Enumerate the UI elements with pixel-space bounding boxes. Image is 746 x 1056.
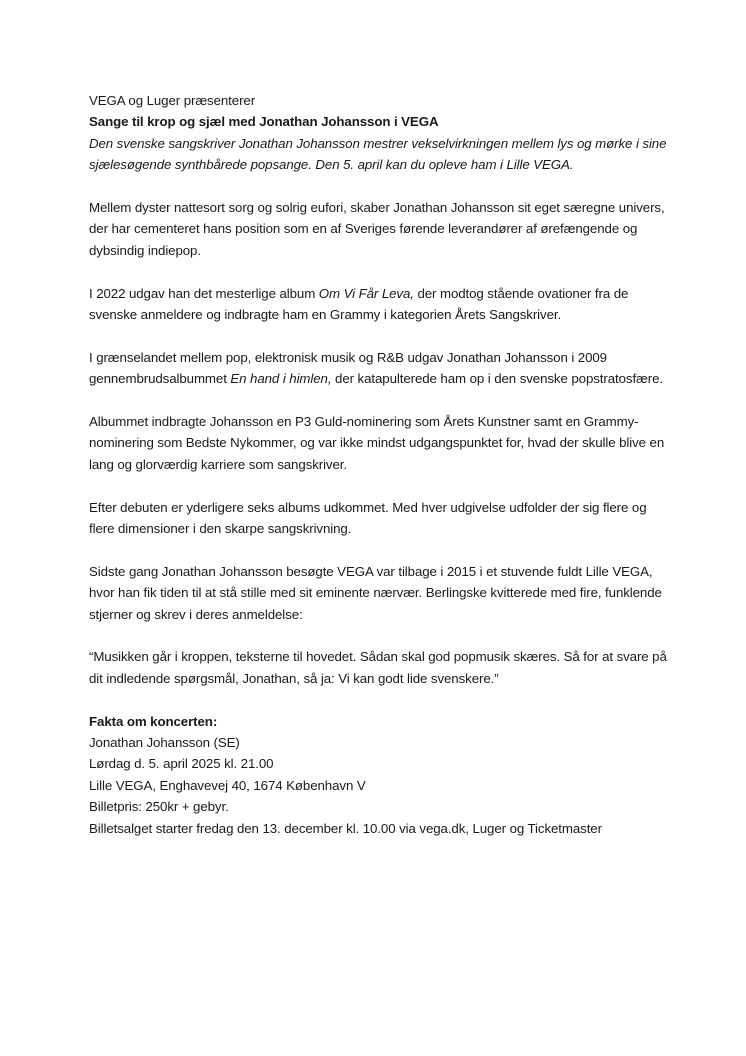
paragraph-2-text-a: I 2022 udgav han det mesterlige album [89, 285, 319, 301]
review-quote: “Musikken går i kroppen, teksterne til hovedet. Sådan skal god popmusik skæres. Så for at svare på dit indledende spørgsmål, Jonathan, så ja: Vi kan godt lide svenskere.” [89, 649, 667, 686]
paragraph-3-text-b: der katapulterede ham op i den svenske popstratosfære. [331, 371, 663, 387]
lead-paragraph: Den svenske sangskriver Jonathan Johansson mestrer vekselvirkningen mellem lys og mørke i sine sjælesøgende synthbårede popsange. Den 5. april kan du opleve ham i Lille VEGA. [89, 135, 667, 173]
paragraph-1: Mellem dyster nattesort sorg og solrig eufori, skaber Jonathan Johansson sit eget særegne univers, der har cementeret hans position som en af Sveriges førende leverandører af ørefængende og dybsindig indiepop. [89, 200, 665, 258]
facts-date: Lørdag d. 5. april 2025 kl. 21.00 [89, 756, 274, 772]
paragraph-2-text-b: der modtog stående ovationer fra de svenske anmeldere og indbragte ham en Grammy i kategorien Årets Sangskriver. [89, 285, 629, 323]
press-release [89, 90, 669, 839]
facts-ticket-sale: Billetsalget starter fredag den 13. december kl. 10.00 via vega.dk, Luger og Ticketmaster [89, 820, 602, 836]
album-title-om-vi-far-leva: Om Vi Får Leva, [318, 285, 414, 301]
facts-price: Billetpris: 250kr + gebyr. [89, 799, 229, 815]
paragraph-3-text-a: I grænselandet mellem pop, elektronisk musik og R&B udgav Jonathan Johansson i 2009 gennembrudsalbummet [89, 349, 607, 387]
paragraph-3 [89, 347, 669, 390]
facts-heading: Fakta om koncerten: [89, 713, 218, 729]
facts-artist: Jonathan Johansson (SE) [89, 735, 240, 751]
headline: Sange til krop og sjæl med Jonathan Johansson i VEGA [89, 114, 439, 130]
paragraph-6: Sidste gang Jonathan Johansson besøgte VEGA var tilbage i 2015 i et stuvende fuldt Lille VEGA, hvor han fik tiden til at stå stille med sit eminente nærvær. Berlingske kvitterede med fire, funklende stjerner og skrev i deres anmeldelse: [89, 563, 662, 622]
facts-venue: Lille VEGA, Enghavevej 40, 1674 København V [89, 777, 366, 793]
presenter-line: VEGA og Luger præsenterer [89, 93, 256, 108]
album-title-en-hand-i-himlen: En hand i himlen, [230, 371, 332, 387]
paragraph-4: Albummet indbragte Johansson en P3 Guld-nominering som Årets Kunstner samt en Grammy-nominering som Bedste Nykommer, og var ikke mindst udgangspunktet for, hvad der skulle blive en lang og glorværdig karriere som sangskriver. [89, 414, 665, 472]
paragraph-2 [89, 283, 669, 326]
paragraph-5: Efter debuten er yderligere seks albums udkommet. Med hver udgivelse udfolder der sig flere og flere dimensioner i den skarpe sangskrivning. [89, 499, 647, 537]
